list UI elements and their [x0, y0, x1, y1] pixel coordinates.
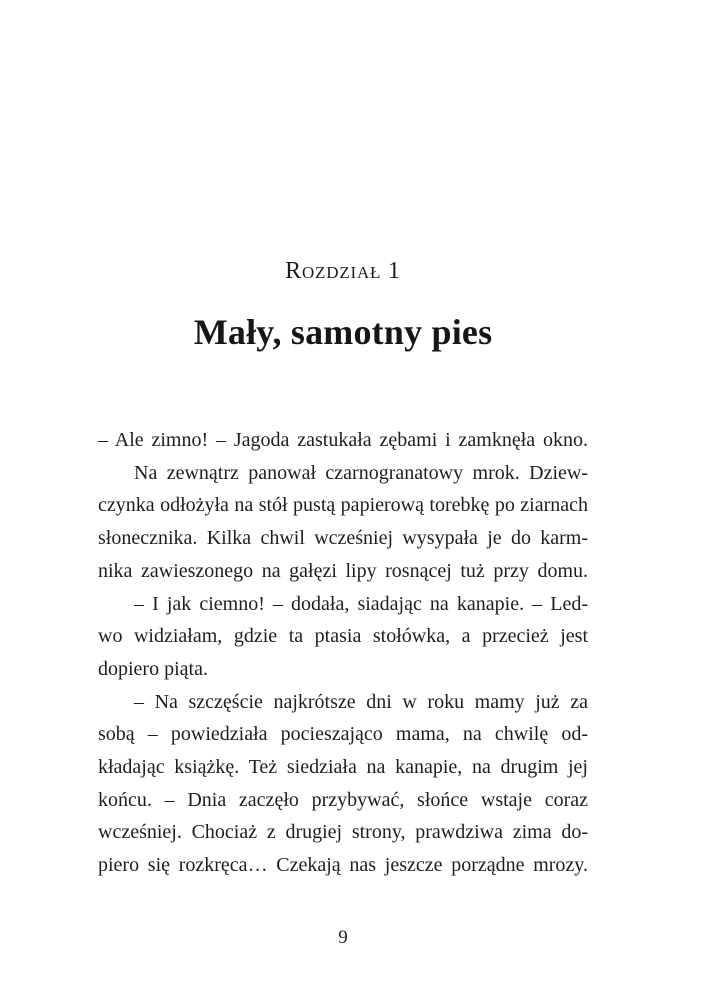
text-line: piero się rozkręca… Czekają nas jeszcze porządne mrozy.	[98, 854, 588, 877]
text-line: końcu. – Dnia zaczęło przybywać, słońce wstaje coraz	[98, 788, 588, 811]
page-number: 9	[338, 927, 348, 948]
chapter-title: Mały, samotny pies	[193, 312, 493, 352]
text-line: wo widziałam, gdzie ta ptasia stołówka, a przecież jest	[98, 625, 588, 648]
text-line: – I jak ciemno! – dodała, siadając na kanapie. – Led-	[134, 592, 588, 615]
text-line: – Ale zimno! – Jagoda zastukała zębami i zamknęła okno.	[98, 429, 588, 451]
text-line: – Na szczęście najkrótsze dni w roku mamy już za	[134, 690, 588, 713]
text-line: słonecznika. Kilka chwil wcześniej wysypała je do karm-	[98, 527, 588, 550]
text-line: wcześniej. Chociaż z drugiej strony, prawdziwa zima do-	[98, 821, 588, 844]
text-line: sobą – powiedziała pocieszająco mama, na chwilę od-	[98, 723, 588, 746]
text-line: dopiero piąta.	[98, 657, 208, 680]
text-line: czynka odłożyła na stół pustą papierową torebkę po ziarnach	[98, 494, 588, 517]
text-column	[98, 0, 588, 1000]
chapter-label: Rozdział 1	[285, 258, 401, 284]
text-line: Na zewnątrz panował czarnogranatowy mrok. Dziew-	[134, 461, 588, 484]
text-line: nika zawieszonego na gałęzi lipy rosnącej tuż przy domu.	[98, 559, 588, 582]
body-text	[98, 424, 588, 882]
text-line: kładając książkę. Też siedziała na kanapie, na drugim jej	[98, 756, 588, 779]
